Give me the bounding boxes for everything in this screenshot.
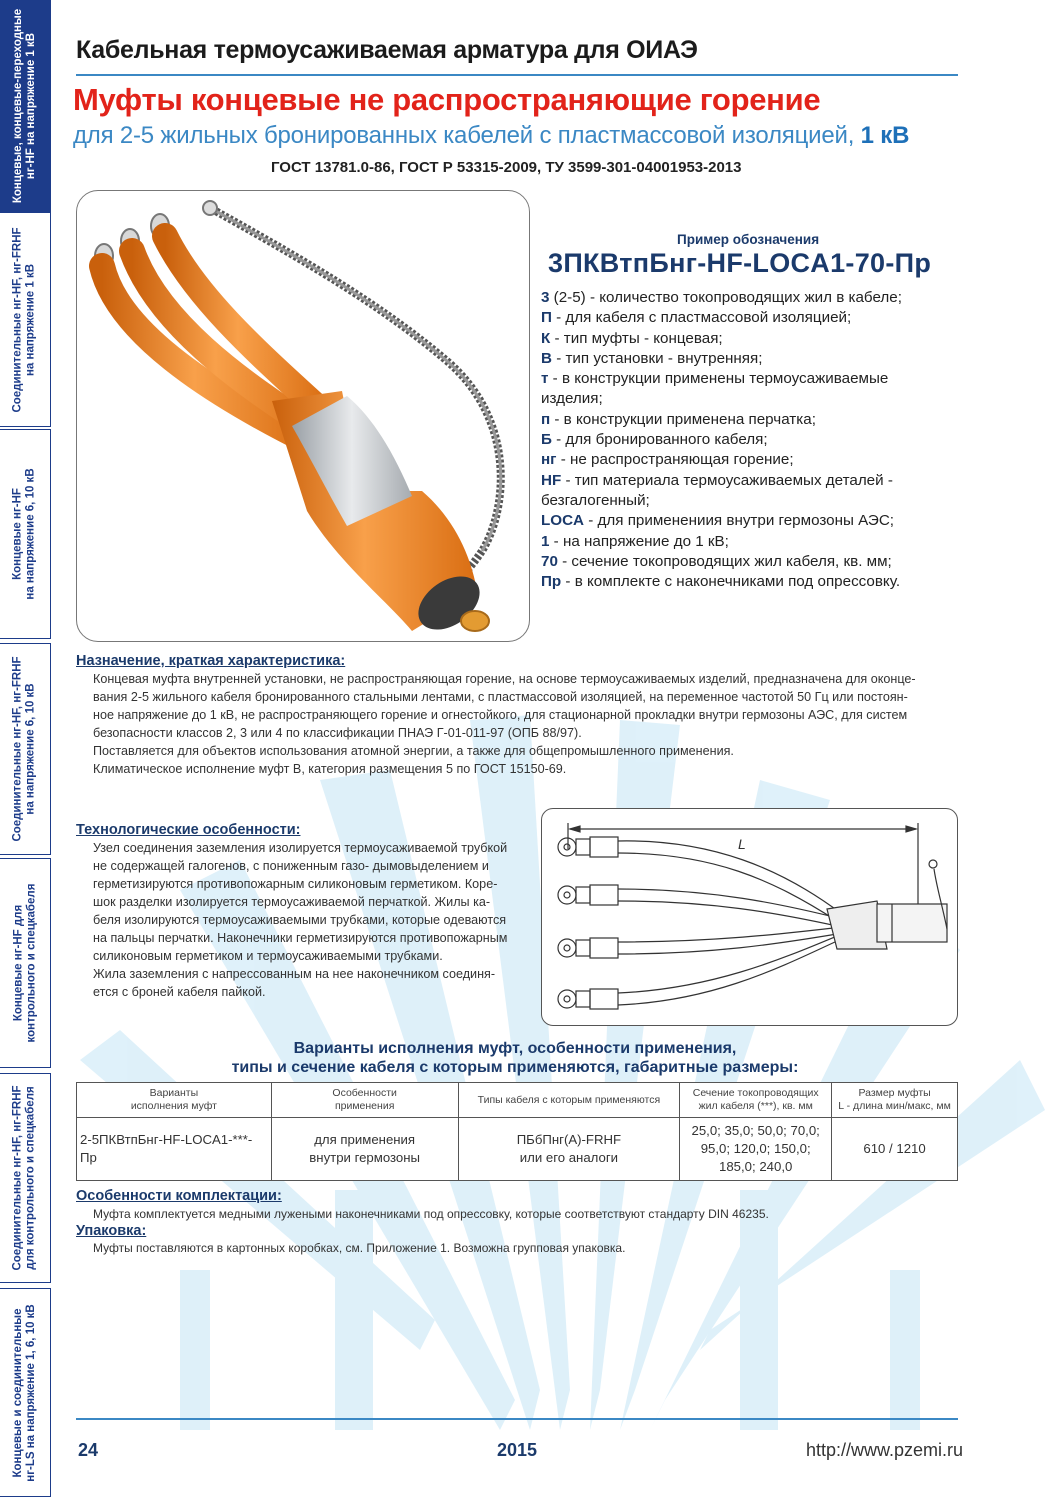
header-line: Размер муфты	[858, 1087, 931, 1099]
header-line: Сечение токопроводящих	[692, 1087, 819, 1099]
cell-cable-type	[458, 1118, 680, 1181]
purpose-line: вания 2-5 жильного кабеля бронированного стальными лентами, с пластмассовой изоляцией, на переменное частотой 50 Гц или постоян-	[93, 690, 908, 704]
variants-title	[180, 1039, 850, 1077]
legend-key: т	[541, 370, 549, 388]
legend-key: К	[541, 329, 551, 347]
packing-heading: Упаковка:	[76, 1223, 147, 1239]
designation-code: 3ПКВтпБнг-HF-LOCA1-70-Пр	[548, 248, 932, 278]
table-header-row	[77, 1083, 958, 1118]
legend-key: п	[541, 410, 551, 428]
page-subtitle	[73, 122, 909, 150]
legend-text: - не распространяющая горение;	[556, 451, 794, 469]
legend-text: - для бронированного кабеля;	[551, 431, 768, 449]
tab-line-2: для контрольного и спецкабеля	[25, 1086, 38, 1270]
legend-text: - тип материала термоусаживаемых деталей - безгалогенный;	[541, 471, 893, 509]
tab-line-1: Соединительные нг-HF, нг-FRHF	[12, 656, 25, 842]
tab-line-2: на напряжение 1 кВ	[25, 263, 38, 376]
header-line: Типы кабеля с которым применяются	[477, 1093, 661, 1106]
kit-text: Муфта комплектуется медными лужеными наконечниками под опрессовку, которые соответствуют стандарту DIN 46235.	[93, 1207, 769, 1221]
legend-item	[541, 288, 951, 308]
tech-line: Узел соединения заземления изолируется термоусаживаемой трубкой	[93, 841, 508, 855]
page-title: Муфты концевые не распространяющие горение	[73, 82, 821, 117]
sidebar-tab-joints-6-10kv[interactable]	[0, 643, 51, 855]
purpose-text	[93, 670, 963, 778]
cell-line: для применения	[314, 1132, 416, 1147]
footer-divider	[76, 1418, 958, 1420]
header-line: жил кабеля (***), кв. мм	[698, 1100, 813, 1112]
cable-termination-illustration	[77, 191, 530, 642]
purpose-line: Концевая муфта внутренней установки, не распространяющая горение, на основе термоусаживаемых изделий, предназначена для оконце-	[93, 672, 916, 686]
cell-application	[271, 1118, 458, 1181]
tech-line: шок разделки изолируется термоусаживаемой перчаткой. Жилы ка-	[93, 895, 491, 909]
legend-text: - тип муфты - концевая;	[550, 329, 723, 347]
termination-drawing	[542, 809, 958, 1026]
legend-item	[541, 552, 951, 572]
tech-line: ется с броней кабеля пайкой.	[93, 985, 266, 999]
legend-text: - сечение токопроводящих жил кабеля, кв. мм;	[557, 552, 892, 570]
variants-table	[76, 1082, 958, 1181]
cell-section	[680, 1118, 832, 1181]
header-line: Варианты	[149, 1087, 199, 1099]
legend-item	[541, 572, 951, 592]
tech-line: Жила заземления с напрессованным на нее наконечником соединя-	[93, 967, 496, 981]
tab-line-1: Соединительные нг-HF, нг-FRHF	[12, 1085, 25, 1271]
sidebar	[0, 0, 51, 1497]
technical-drawing	[541, 808, 958, 1026]
legend-item	[541, 511, 951, 531]
legend-item	[541, 471, 951, 512]
kit-heading: Особенности комплектации:	[76, 1188, 282, 1204]
header-application	[271, 1083, 458, 1118]
product-photo	[76, 190, 530, 642]
packing-text: Муфты поставляются в картонных коробках, см. Приложение 1. Возможна групповая упаковка.	[93, 1241, 626, 1255]
variants-title-line-1: Варианты исполнения муфт, особенности применения,	[293, 1040, 737, 1057]
purpose-heading: Назначение, краткая характеристика:	[76, 653, 346, 669]
subtitle-voltage: 1 кВ	[860, 122, 910, 149]
header-section	[680, 1083, 832, 1118]
header-divider	[76, 74, 958, 76]
tech-line: не содержащей галогенов, с пониженным газо- дымовыделением и	[93, 859, 489, 873]
sidebar-tab-terminations-6-10kv[interactable]	[0, 429, 51, 639]
legend-key: 3	[541, 289, 550, 306]
legend-text: - для кабеля с пластмассовой изоляцией;	[551, 309, 852, 327]
header-cable-type	[458, 1083, 680, 1118]
tech-text	[93, 839, 538, 1001]
tab-line-2: нг-LS на напряжение 1, 6, 10 кВ	[25, 1303, 37, 1482]
legend-key: Пр	[541, 573, 562, 591]
purpose-line: ное напряжение до 1 кВ, не распространяющего горение и огнестойкого, для стационарной прокладки внутри гермозоны АЭС, для систем	[93, 708, 908, 722]
legend-item	[541, 532, 951, 552]
legend-key: 1	[541, 532, 550, 550]
cell-line: 95,0; 120,0; 150,0;	[700, 1141, 811, 1156]
tab-line-1: Концевые, концевые-переходные	[12, 8, 24, 204]
cell-size: 610 / 1210	[832, 1118, 958, 1181]
designation-label: Пример обозначения	[677, 232, 820, 247]
tab-line-1: Концевые и соединительные	[12, 1308, 24, 1477]
legend-key: LOCA	[541, 512, 585, 530]
header-variant	[77, 1083, 272, 1118]
footer-year: 2015	[497, 1440, 538, 1460]
tab-line-2: на напряжение 6, 10 кВ	[25, 683, 38, 815]
cell-line: ПБбПнг(А)-FRHF	[516, 1132, 622, 1147]
tech-heading: Технологические особенности:	[76, 822, 301, 838]
tech-line: беля изолируются термоусаживаемыми трубками, которые одеваются	[93, 913, 507, 927]
tab-line-2: нг-HF на напряжение 1 кВ	[25, 32, 37, 180]
sidebar-tab-ls[interactable]	[0, 1288, 51, 1497]
standards-line: ГОСТ 13781.0-86, ГОСТ Р 53315-2009, ТУ 3599-301-04001953-2013	[271, 159, 742, 176]
tab-line-2: на напряжение 6, 10 кВ	[25, 468, 37, 600]
tech-line: герметизируются противопожарным силиконовым герметиком. Коре-	[93, 877, 498, 891]
header-size	[832, 1083, 958, 1118]
sidebar-tab-joints-control[interactable]	[0, 1073, 51, 1283]
purpose-line: безопасности классов 2, 3 или 4 по классификации ПНАЭ Г-01-011-97 (ОПБ 88/97).	[93, 726, 582, 740]
cell-line: 25,0; 35,0; 50,0; 70,0;	[691, 1123, 820, 1138]
subtitle-text: для 2-5 жильных бронированных кабелей с пластмассовой изоляцией,	[73, 122, 861, 149]
sidebar-tab-joints-1kv[interactable]	[0, 212, 51, 427]
sidebar-tab-terminations-1kv[interactable]	[0, 0, 51, 212]
cell-line: внутри гермозоны	[309, 1150, 421, 1165]
cell-line: 185,0; 240,0	[719, 1159, 793, 1174]
sidebar-tab-terminations-control[interactable]	[0, 858, 51, 1068]
purpose-line: Поставляется для объектов использования атомной энергии, а также для общепромышленного применения.	[93, 744, 734, 758]
legend-key: В	[541, 349, 552, 367]
page-number: 24	[78, 1440, 99, 1460]
legend-text: - в конструкции применена перчатка;	[550, 410, 816, 428]
footer-url[interactable]: http://www.pzemi.ru	[806, 1440, 964, 1460]
cell-variant: 2-5ПКВтпБнг-HF-LOCA1-***-Пр	[77, 1118, 272, 1181]
legend-key: Б	[541, 431, 552, 449]
header-line: исполнения муфт	[130, 1100, 217, 1112]
tech-line: силиконовым герметиком и термоусаживаемыми трубками.	[93, 949, 443, 963]
cell-line: или его аналоги	[519, 1150, 619, 1165]
tech-line: на пальцы перчатки. Наконечники герметизируются противопожарным	[93, 931, 508, 945]
legend-key: HF	[541, 471, 562, 489]
tab-line-1: Соединительные нг-HF, нг-FRHF	[12, 226, 25, 413]
legend-key: П	[541, 309, 552, 327]
legend-key: 70	[541, 552, 558, 570]
legend-text: - в комплекте с наконечниками под опрессовку.	[561, 573, 901, 591]
header-line: применения	[334, 1100, 395, 1112]
dimension-label: L	[738, 836, 746, 852]
legend-item	[541, 369, 951, 410]
tab-line-2: контрольного и спецкабеля	[25, 883, 38, 1043]
tab-line-1: Концевые нг-HF	[12, 488, 24, 580]
purpose-line: Климатическое исполнение муфт В, категория размещения 5 по ГОСТ 15150-69.	[93, 762, 567, 776]
legend-text: - в конструкции применены термоусаживаемые изделия;	[541, 370, 889, 408]
legend-text: - для применениия внутри гермозоны АЭС;	[584, 512, 895, 530]
legend-item	[541, 329, 951, 349]
legend-text: (2-5) - количество токопроводящих жил в кабеле;	[549, 289, 902, 306]
legend-text: - на напряжение до 1 кВ;	[549, 532, 729, 550]
header-line: L - длина мин/макс, мм	[838, 1100, 951, 1112]
legend-item	[541, 430, 951, 450]
variants-title-line-2: типы и сечение кабеля с которым применяются, габаритные размеры:	[231, 1059, 799, 1076]
legend-key: нг	[541, 451, 557, 469]
table-row	[77, 1118, 958, 1181]
legend-item	[541, 349, 951, 369]
tab-line-1: Концевые нг-HF для	[12, 904, 25, 1022]
legend-text: - тип установки - внутренняя;	[551, 349, 763, 367]
header-line: Особенности	[332, 1087, 397, 1099]
legend-item	[541, 308, 951, 328]
legend-item	[541, 410, 951, 430]
designation-legend	[541, 288, 951, 592]
category-title: Кабельная термоусаживаемая арматура для ОИАЭ	[76, 36, 698, 64]
legend-item	[541, 450, 951, 470]
